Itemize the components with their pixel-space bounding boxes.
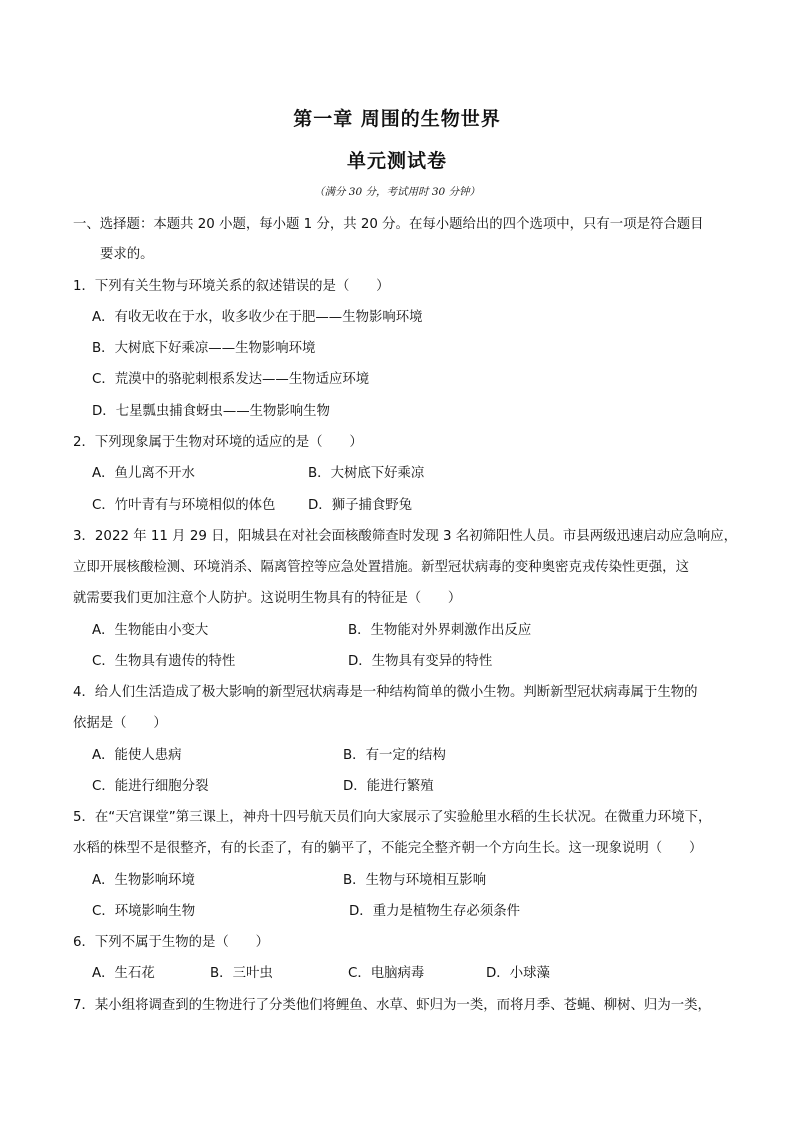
question-4-stem-line-1: 4．给人们生活造成了极大影响的新型冠状病毒是一种结构简单的微小生物。判断新型冠状病毒属于生物的: [73, 685, 698, 700]
question-3-option-a: A．生物能由小变大: [92, 623, 209, 638]
question-3-option-c: C．生物具有遗传的特性: [92, 654, 236, 669]
question-4-stem-line-2: 依据是（ ）: [73, 716, 167, 731]
section-heading-cont: 要求的。: [100, 247, 154, 262]
question-4-option-d: D．能进行繁殖: [343, 779, 434, 794]
section-heading: 一、选择题：本题共 20 小题，每小题 1 分，共 20 分。在每小题给出的四个选项中，只有一项是符合题目: [73, 217, 704, 232]
question-1-stem: 1．下列有关生物与环境关系的叙述错误的是（ ）: [73, 279, 390, 294]
question-4-option-b: B．有一定的结构: [343, 748, 446, 763]
question-5-option-b: B．生物与环境相互影响: [343, 873, 487, 888]
question-6-option-c: C．电脑病毒: [348, 966, 425, 981]
question-6-option-b: B．三叶虫: [210, 966, 273, 981]
question-1-option-c: C．荒漠中的骆驼刺根系发达——生物适应环境: [92, 372, 370, 387]
question-5-option-a: A．生物影响环境: [92, 873, 195, 888]
question-3-option-b: B．生物能对外界刺激作出反应: [348, 623, 532, 638]
question-3-option-d: D．生物具有变异的特性: [348, 654, 493, 669]
question-6-option-d: D．小球藻: [486, 966, 550, 981]
question-6-option-a: A．生石花: [92, 966, 155, 981]
question-3-stem-line-1: 3．2022 年 11 月 29 日，阳城县在对社会面核酸筛查时发现 3 名初筛阳性人员。市县两级迅速启动应急响应，: [73, 529, 738, 544]
question-1-option-a: A．有收无收在于水，收多收少在于肥——生物影响环境: [92, 310, 423, 325]
question-1-option-d: D．七星瓢虫捕食蚜虫——生物影响生物: [92, 404, 330, 419]
question-6-stem: 6．下列不属于生物的是（ ）: [73, 935, 269, 950]
question-5-option-c: C．环境影响生物: [92, 904, 196, 919]
question-2-option-c: C．竹叶青有与环境相似的体色: [92, 498, 276, 513]
question-7-stem: 7．某小组将调查到的生物进行了分类他们将鲤鱼、水草、虾归为一类，而将月季、苍蝇、柳树、归为一类，: [73, 998, 711, 1013]
document-subtitle: 单元测试卷: [346, 150, 447, 172]
question-4-option-c: C．能进行细胞分裂: [92, 779, 209, 794]
exam-note: （满分 30 分，考试用时 30 分钟）: [313, 186, 481, 198]
question-3-stem-line-2: 立即开展核酸检测、环境消杀、隔离管控等应急处置措施。新型冠状病毒的变种奥密克戎传染性更强，这: [73, 560, 689, 575]
document-title: 第一章 周围的生物世界: [293, 108, 501, 130]
question-5-stem-line-2: 水稻的株型不是很整齐，有的长歪了，有的躺平了，不能完全整齐朝一个方向生长。这一现象说明（ ）: [73, 841, 703, 856]
question-5-stem-line-1: 5．在“天宫课堂”第三课上，神舟十四号航天员们向大家展示了实验舱里水稻的生长状况。在微重力环境下，: [73, 810, 712, 825]
question-3-stem-line-3: 就需要我们更加注意个人防护。这说明生物具有的特征是（ ）: [73, 591, 462, 606]
question-2-option-a: A．鱼儿离不开水: [92, 466, 195, 481]
question-2-option-d: D．狮子捕食野兔: [308, 498, 413, 513]
question-1-option-b: B．大树底下好乘凉——生物影响环境: [92, 341, 316, 356]
question-4-option-a: A．能使人患病: [92, 748, 182, 763]
question-2-option-b: B．大树底下好乘凉: [308, 466, 425, 481]
question-5-option-d: D．重力是植物生存必须条件: [349, 904, 520, 919]
question-2-stem: 2．下列现象属于生物对环境的适应的是（ ）: [73, 435, 363, 450]
